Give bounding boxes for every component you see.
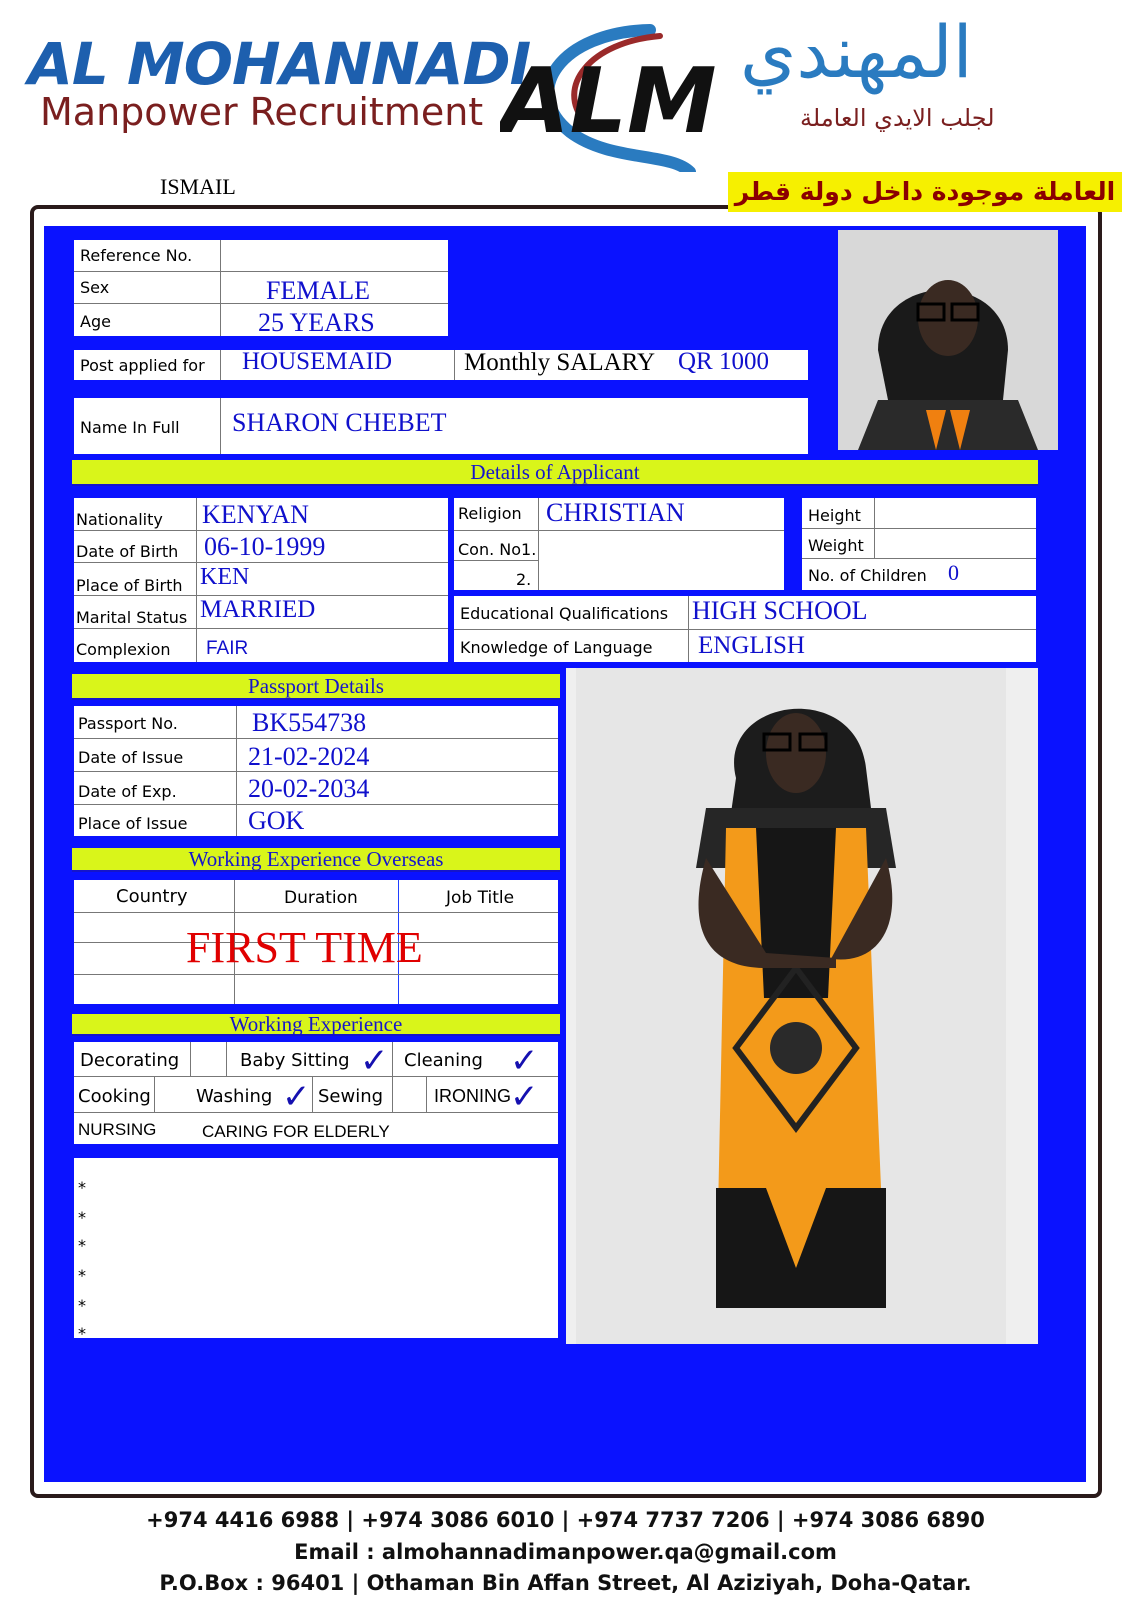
salary-label: Monthly SALARY (464, 349, 656, 376)
post-value: HOUSEMAID (242, 348, 392, 375)
applicant-portrait-photo (838, 230, 1058, 450)
religion-value: CHRISTIAN (546, 498, 685, 527)
overseas-section-title: Working Experience Overseas (72, 848, 560, 872)
passport-place-label: Place of Issue (78, 814, 188, 833)
religion-label: Religion (458, 504, 522, 523)
skill-washing: Washing (196, 1086, 273, 1107)
skill-caring-elderly: CARING FOR ELDERLY (202, 1122, 390, 1141)
contact-1-label: Con. No1. (458, 540, 537, 559)
passport-table (72, 704, 560, 838)
children-label: No. of Children (808, 566, 927, 585)
details-left-table (72, 496, 450, 664)
religion-contact-table (452, 496, 786, 592)
weight-label: Weight (808, 536, 864, 555)
skill-ironing: IRONING (434, 1086, 512, 1106)
skills-table (72, 1040, 560, 1146)
col-duration: Duration (284, 888, 358, 908)
details-section-title: Details of Applicant (72, 460, 1038, 486)
skill-cooking: Cooking (78, 1086, 151, 1107)
notes-box (72, 1156, 560, 1340)
note-bullet: * (78, 1296, 86, 1315)
brand-name-english: AL MOHANNADI (28, 30, 531, 98)
applicant-full-photo (566, 668, 1038, 1344)
note-bullet: * (78, 1236, 86, 1255)
language-label: Knowledge of Language (460, 638, 653, 657)
skill-sewing: Sewing (318, 1086, 384, 1107)
complexion-label: Complexion (76, 640, 171, 659)
post-salary-row (72, 348, 810, 382)
footer-address: P.O.Box : 96401 | Othaman Bin Affan Street, Al Aziziyah, Doha-Qatar. (159, 1571, 972, 1595)
brand-name-arabic: المهندي (740, 10, 973, 94)
pob-value: KEN (200, 564, 250, 590)
logo-text: ALM (500, 49, 717, 154)
passport-place-value: GOK (248, 806, 305, 835)
skill-cleaning: Cleaning (404, 1050, 483, 1071)
skill-nursing: NURSING (78, 1120, 157, 1139)
ironing-check-icon: ✓ (510, 1077, 539, 1117)
alm-logo (500, 22, 720, 172)
language-value: ENGLISH (698, 632, 805, 659)
education-language-table (452, 594, 1038, 664)
nationality-value: KENYAN (202, 500, 309, 529)
note-bullet: * (78, 1208, 86, 1227)
agent-name: ISMAIL (160, 174, 236, 199)
experience-section-title: Working Experience (72, 1014, 560, 1036)
passport-exp-value: 20-02-2034 (248, 774, 370, 803)
pob-label: Place of Birth (76, 576, 183, 595)
footer-email: Email : almohannadimanpower.qa@gmail.com (294, 1540, 837, 1564)
height-label: Height (808, 506, 861, 525)
cleaning-check-icon: ✓ (510, 1041, 539, 1081)
note-bullet: * (78, 1266, 86, 1285)
brand-subtitle-arabic: لجلب الايدي العاملة (800, 104, 995, 132)
age-value: 25 YEARS (258, 308, 375, 337)
sex-value: FEMALE (266, 276, 370, 305)
passport-issue-label: Date of Issue (78, 748, 184, 767)
note-bullet: * (78, 1178, 86, 1197)
availability-banner: العاملة موجودة داخل دولة قطر (728, 172, 1122, 212)
dob-value: 06-10-1999 (204, 532, 326, 561)
overseas-table (72, 878, 560, 1006)
footer-phones: +974 4416 6988 | +974 3086 6010 | +974 7737 7206 | +974 3086 6890 (146, 1508, 985, 1532)
passport-no-label: Passport No. (78, 714, 178, 733)
passport-no-value: BK554738 (252, 708, 367, 737)
education-value: HIGH SCHOOL (692, 596, 868, 625)
basic-info-table (72, 238, 450, 338)
sex-label: Sex (80, 278, 110, 297)
post-label: Post applied for (80, 356, 205, 375)
brand-subtitle: Manpower Recruitment (40, 90, 484, 134)
contact-2-label: 2. (516, 570, 532, 589)
age-label: Age (80, 312, 111, 331)
first-time-note: FIRST TIME (186, 923, 423, 972)
passport-issue-value: 21-02-2024 (248, 742, 370, 771)
note-bullet: * (78, 1324, 86, 1343)
complexion-value: FAIR (206, 638, 249, 659)
marital-value: MARRIED (200, 596, 316, 623)
dob-label: Date of Birth (76, 542, 179, 561)
reference-label: Reference No. (80, 246, 193, 265)
col-country: Country (116, 886, 188, 907)
salary-value: QR 1000 (678, 348, 769, 375)
full-name-row (72, 396, 810, 456)
skill-decorating: Decorating (80, 1050, 180, 1071)
children-value: 0 (948, 560, 959, 585)
name-label: Name In Full (80, 418, 180, 437)
passport-section-title: Passport Details (72, 674, 560, 700)
passport-exp-label: Date of Exp. (78, 782, 177, 801)
education-label: Educational Qualifications (460, 604, 669, 623)
nationality-label: Nationality (76, 510, 163, 529)
skill-baby-sitting: Baby Sitting (240, 1050, 350, 1071)
marital-label: Marital Status (76, 608, 188, 627)
baby-sitting-check-icon: ✓ (360, 1041, 389, 1081)
height-weight-table (800, 496, 1038, 592)
name-value: SHARON CHEBET (232, 408, 447, 437)
washing-check-icon: ✓ (282, 1077, 311, 1117)
col-job-title: Job Title (446, 888, 515, 908)
